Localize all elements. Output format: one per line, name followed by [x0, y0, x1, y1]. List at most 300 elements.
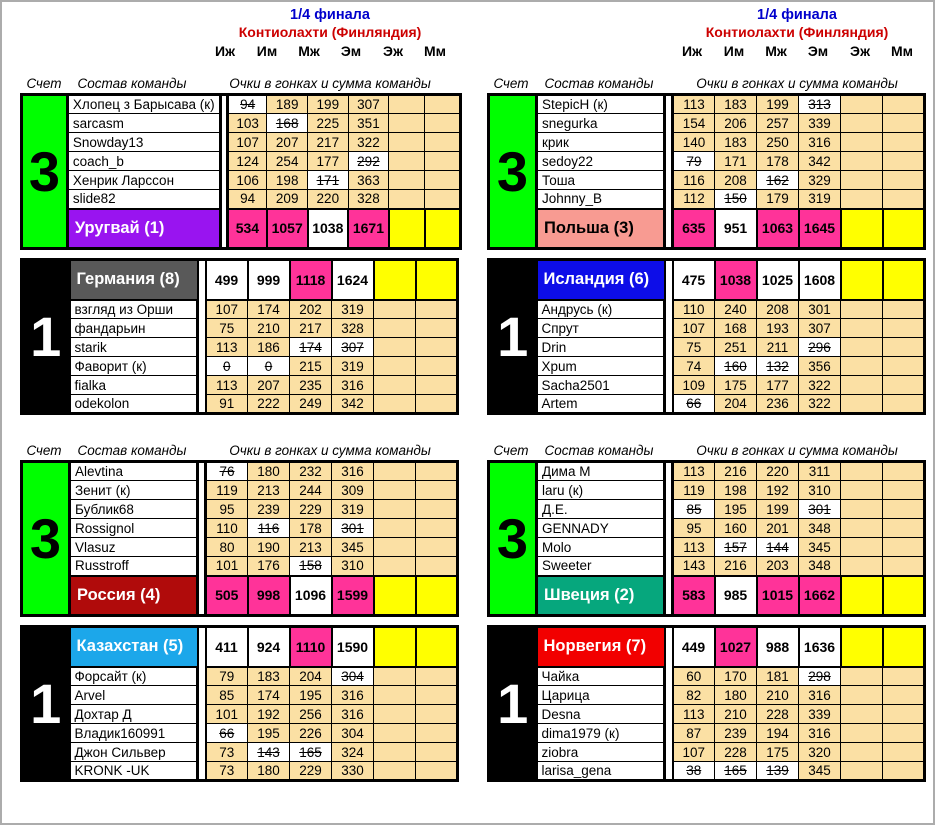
race-score-cell[interactable]: 216: [715, 557, 757, 576]
race-score-cell[interactable]: 345: [332, 538, 374, 557]
race-score-cell[interactable]: [389, 171, 425, 190]
race-score-cell[interactable]: 171: [308, 171, 349, 190]
race-score-cell[interactable]: 328: [348, 190, 389, 209]
race-score-cell[interactable]: 316: [799, 724, 841, 743]
race-score-cell[interactable]: 296: [799, 338, 841, 357]
race-score-cell[interactable]: [374, 557, 416, 576]
player-name-cell[interactable]: Snowday13: [67, 133, 220, 152]
race-score-cell[interactable]: 316: [332, 686, 374, 705]
player-name-cell[interactable]: взгляд из Орши: [70, 300, 198, 319]
race-score-cell[interactable]: 229: [290, 500, 332, 519]
race-score-cell[interactable]: [841, 171, 883, 190]
race-score-cell[interactable]: [374, 686, 416, 705]
race-score-cell[interactable]: 256: [290, 705, 332, 724]
race-score-cell[interactable]: 316: [799, 133, 841, 152]
pending-race-cell[interactable]: [416, 627, 458, 667]
race-score-cell[interactable]: 320: [799, 743, 841, 762]
team-total-cell[interactable]: 1645: [799, 209, 841, 249]
team-name-cell[interactable]: Россия (4): [70, 576, 198, 616]
race-score-cell[interactable]: 157: [715, 538, 757, 557]
race-score-cell[interactable]: 107: [673, 743, 715, 762]
player-name-cell[interactable]: laru (к): [537, 481, 665, 500]
player-name-cell[interactable]: фандарьин: [70, 319, 198, 338]
race-score-cell[interactable]: [374, 462, 416, 481]
player-name-cell[interactable]: Джон Сильвер: [70, 743, 198, 762]
race-score-cell[interactable]: [416, 538, 458, 557]
race-score-cell[interactable]: 170: [715, 667, 757, 686]
race-score-cell[interactable]: 0: [206, 357, 248, 376]
team-name-cell[interactable]: Исландия (6): [537, 260, 665, 300]
race-score-cell[interactable]: [883, 557, 925, 576]
pending-race-cell[interactable]: [841, 576, 883, 616]
race-score-cell[interactable]: [841, 500, 883, 519]
player-name-cell[interactable]: Xpum: [537, 357, 665, 376]
race-score-cell[interactable]: 110: [206, 519, 248, 538]
race-score-cell[interactable]: [883, 519, 925, 538]
race-score-cell[interactable]: 162: [757, 171, 799, 190]
race-score-cell[interactable]: 94: [227, 95, 267, 114]
race-score-cell[interactable]: 82: [673, 686, 715, 705]
race-score-cell[interactable]: [374, 500, 416, 519]
race-score-cell[interactable]: [883, 319, 925, 338]
pending-race-cell[interactable]: [416, 260, 458, 300]
race-score-cell[interactable]: [883, 705, 925, 724]
race-score-cell[interactable]: 319: [332, 300, 374, 319]
race-score-cell[interactable]: [374, 395, 416, 414]
race-score-cell[interactable]: 236: [757, 395, 799, 414]
race-score-cell[interactable]: 229: [290, 762, 332, 781]
race-score-cell[interactable]: [841, 376, 883, 395]
race-score-cell[interactable]: 208: [715, 171, 757, 190]
team-total-cell[interactable]: 924: [248, 627, 290, 667]
race-score-cell[interactable]: 140: [673, 133, 715, 152]
race-score-cell[interactable]: 158: [290, 557, 332, 576]
race-score-cell[interactable]: [416, 395, 458, 414]
pending-race-cell[interactable]: [883, 209, 925, 249]
race-score-cell[interactable]: [883, 133, 925, 152]
race-score-cell[interactable]: 249: [290, 395, 332, 414]
player-name-cell[interactable]: Desna: [537, 705, 665, 724]
race-score-cell[interactable]: 195: [248, 724, 290, 743]
race-score-cell[interactable]: 95: [673, 519, 715, 538]
race-score-cell[interactable]: [416, 705, 458, 724]
race-score-cell[interactable]: 220: [757, 462, 799, 481]
race-score-cell[interactable]: 154: [673, 114, 715, 133]
race-score-cell[interactable]: 316: [332, 376, 374, 395]
race-score-cell[interactable]: [416, 319, 458, 338]
team-total-cell[interactable]: 1027: [715, 627, 757, 667]
race-score-cell[interactable]: 106: [227, 171, 267, 190]
player-name-cell[interactable]: Бублик68: [70, 500, 198, 519]
team-total-cell[interactable]: 449: [673, 627, 715, 667]
race-score-cell[interactable]: 171: [715, 152, 757, 171]
race-score-cell[interactable]: [841, 190, 883, 209]
race-score-cell[interactable]: [841, 95, 883, 114]
race-score-cell[interactable]: 330: [332, 762, 374, 781]
race-score-cell[interactable]: 311: [799, 462, 841, 481]
race-score-cell[interactable]: [374, 705, 416, 724]
player-name-cell[interactable]: larisa_gena: [537, 762, 665, 781]
player-name-cell[interactable]: Чайка: [537, 667, 665, 686]
race-score-cell[interactable]: [416, 724, 458, 743]
race-score-cell[interactable]: 213: [248, 481, 290, 500]
race-score-cell[interactable]: 190: [248, 538, 290, 557]
race-score-cell[interactable]: 160: [715, 357, 757, 376]
player-name-cell[interactable]: slide82: [67, 190, 220, 209]
race-score-cell[interactable]: 199: [757, 95, 799, 114]
race-score-cell[interactable]: 211: [757, 338, 799, 357]
race-score-cell[interactable]: [841, 762, 883, 781]
player-name-cell[interactable]: Дима М: [537, 462, 665, 481]
race-score-cell[interactable]: 91: [206, 395, 248, 414]
player-name-cell[interactable]: Хлопец з Барысава (к): [67, 95, 220, 114]
race-score-cell[interactable]: [416, 338, 458, 357]
race-score-cell[interactable]: [841, 462, 883, 481]
race-score-cell[interactable]: 177: [308, 152, 349, 171]
race-score-cell[interactable]: [883, 462, 925, 481]
race-score-cell[interactable]: 119: [206, 481, 248, 500]
race-score-cell[interactable]: [425, 133, 461, 152]
match-score-cell[interactable]: 1: [489, 627, 537, 781]
player-name-cell[interactable]: крик: [537, 133, 665, 152]
race-score-cell[interactable]: 186: [248, 338, 290, 357]
race-score-cell[interactable]: 195: [715, 500, 757, 519]
team-total-cell[interactable]: 411: [206, 627, 248, 667]
race-score-cell[interactable]: 307: [799, 319, 841, 338]
player-name-cell[interactable]: odekolon: [70, 395, 198, 414]
team-name-cell[interactable]: Норвегия (7): [537, 627, 665, 667]
race-score-cell[interactable]: 74: [673, 357, 715, 376]
race-score-cell[interactable]: 79: [206, 667, 248, 686]
race-score-cell[interactable]: 204: [290, 667, 332, 686]
match-score-cell[interactable]: 1: [22, 627, 70, 781]
race-score-cell[interactable]: 198: [267, 171, 308, 190]
race-score-cell[interactable]: 143: [248, 743, 290, 762]
race-score-cell[interactable]: [841, 319, 883, 338]
race-score-cell[interactable]: [841, 133, 883, 152]
race-score-cell[interactable]: 208: [757, 300, 799, 319]
race-score-cell[interactable]: 95: [206, 500, 248, 519]
team-total-cell[interactable]: 583: [673, 576, 715, 616]
race-score-cell[interactable]: [416, 462, 458, 481]
race-score-cell[interactable]: 322: [348, 133, 389, 152]
team-total-cell[interactable]: 1025: [757, 260, 799, 300]
race-score-cell[interactable]: 329: [799, 171, 841, 190]
race-score-cell[interactable]: 180: [715, 686, 757, 705]
race-score-cell[interactable]: 179: [757, 190, 799, 209]
race-score-cell[interactable]: 301: [799, 500, 841, 519]
race-score-cell[interactable]: 206: [715, 114, 757, 133]
team-total-cell[interactable]: 1118: [290, 260, 332, 300]
race-score-cell[interactable]: 195: [290, 686, 332, 705]
team-total-cell[interactable]: 1599: [332, 576, 374, 616]
race-score-cell[interactable]: 113: [673, 538, 715, 557]
race-score-cell[interactable]: 176: [248, 557, 290, 576]
race-score-cell[interactable]: [416, 376, 458, 395]
race-score-cell[interactable]: 307: [348, 95, 389, 114]
race-score-cell[interactable]: 75: [673, 338, 715, 357]
race-score-cell[interactable]: 192: [757, 481, 799, 500]
race-score-cell[interactable]: 209: [267, 190, 308, 209]
race-score-cell[interactable]: 235: [290, 376, 332, 395]
race-score-cell[interactable]: 109: [673, 376, 715, 395]
race-score-cell[interactable]: 319: [332, 357, 374, 376]
race-score-cell[interactable]: [416, 519, 458, 538]
race-score-cell[interactable]: 180: [248, 762, 290, 781]
race-score-cell[interactable]: [841, 686, 883, 705]
race-score-cell[interactable]: 107: [206, 300, 248, 319]
race-score-cell[interactable]: 322: [799, 395, 841, 414]
race-score-cell[interactable]: 113: [206, 338, 248, 357]
player-name-cell[interactable]: Vlasuz: [70, 538, 198, 557]
match-score-cell[interactable]: 3: [489, 95, 537, 249]
race-score-cell[interactable]: 301: [799, 300, 841, 319]
pending-race-cell[interactable]: [841, 260, 883, 300]
pending-race-cell[interactable]: [883, 576, 925, 616]
race-score-cell[interactable]: 113: [673, 95, 715, 114]
team-name-cell[interactable]: Германия (8): [70, 260, 198, 300]
team-total-cell[interactable]: 999: [248, 260, 290, 300]
race-score-cell[interactable]: [425, 190, 461, 209]
race-score-cell[interactable]: 217: [290, 319, 332, 338]
race-score-cell[interactable]: [883, 152, 925, 171]
race-score-cell[interactable]: [374, 538, 416, 557]
race-score-cell[interactable]: 183: [715, 133, 757, 152]
player-name-cell[interactable]: KRONK -UK: [70, 762, 198, 781]
race-score-cell[interactable]: 110: [673, 300, 715, 319]
race-score-cell[interactable]: [374, 519, 416, 538]
race-score-cell[interactable]: [389, 114, 425, 133]
team-total-cell[interactable]: 1096: [290, 576, 332, 616]
match-score-cell[interactable]: 3: [22, 95, 68, 249]
race-score-cell[interactable]: 210: [248, 319, 290, 338]
player-name-cell[interactable]: Rossignol: [70, 519, 198, 538]
race-score-cell[interactable]: 316: [799, 686, 841, 705]
team-total-cell[interactable]: 1608: [799, 260, 841, 300]
pending-race-cell[interactable]: [425, 209, 461, 249]
race-score-cell[interactable]: 226: [290, 724, 332, 743]
race-score-cell[interactable]: [416, 357, 458, 376]
player-name-cell[interactable]: Андрусь (к): [537, 300, 665, 319]
player-name-cell[interactable]: Царица: [537, 686, 665, 705]
team-total-cell[interactable]: 1636: [799, 627, 841, 667]
race-score-cell[interactable]: 165: [715, 762, 757, 781]
race-score-cell[interactable]: [841, 667, 883, 686]
race-score-cell[interactable]: 316: [332, 462, 374, 481]
race-score-cell[interactable]: 199: [757, 500, 799, 519]
race-score-cell[interactable]: [883, 667, 925, 686]
race-score-cell[interactable]: 239: [248, 500, 290, 519]
player-name-cell[interactable]: dima1979 (к): [537, 724, 665, 743]
race-score-cell[interactable]: 319: [332, 500, 374, 519]
race-score-cell[interactable]: 139: [757, 762, 799, 781]
player-name-cell[interactable]: Arvel: [70, 686, 198, 705]
race-score-cell[interactable]: [883, 724, 925, 743]
player-name-cell[interactable]: Фаворит (к): [70, 357, 198, 376]
race-score-cell[interactable]: 222: [248, 395, 290, 414]
team-name-cell[interactable]: Швеция (2): [537, 576, 665, 616]
player-name-cell[interactable]: snegurka: [537, 114, 665, 133]
race-score-cell[interactable]: 175: [715, 376, 757, 395]
race-score-cell[interactable]: [374, 357, 416, 376]
race-score-cell[interactable]: 216: [715, 462, 757, 481]
race-score-cell[interactable]: 178: [290, 519, 332, 538]
race-score-cell[interactable]: [416, 743, 458, 762]
race-score-cell[interactable]: 215: [290, 357, 332, 376]
player-name-cell[interactable]: Тоша: [537, 171, 665, 190]
race-score-cell[interactable]: [883, 300, 925, 319]
player-name-cell[interactable]: Sweeter: [537, 557, 665, 576]
team-total-cell[interactable]: 985: [715, 576, 757, 616]
team-total-cell[interactable]: 998: [248, 576, 290, 616]
race-score-cell[interactable]: 193: [757, 319, 799, 338]
race-score-cell[interactable]: [416, 500, 458, 519]
team-total-cell[interactable]: 505: [206, 576, 248, 616]
race-score-cell[interactable]: 204: [715, 395, 757, 414]
race-score-cell[interactable]: [841, 114, 883, 133]
race-score-cell[interactable]: 356: [799, 357, 841, 376]
race-score-cell[interactable]: 217: [308, 133, 349, 152]
race-score-cell[interactable]: [883, 114, 925, 133]
race-score-cell[interactable]: [883, 762, 925, 781]
race-score-cell[interactable]: [841, 300, 883, 319]
race-score-cell[interactable]: 324: [332, 743, 374, 762]
race-score-cell[interactable]: [883, 743, 925, 762]
race-score-cell[interactable]: 75: [206, 319, 248, 338]
race-score-cell[interactable]: [841, 538, 883, 557]
race-score-cell[interactable]: [416, 686, 458, 705]
race-score-cell[interactable]: 174: [248, 300, 290, 319]
race-score-cell[interactable]: [883, 395, 925, 414]
race-score-cell[interactable]: 220: [308, 190, 349, 209]
race-score-cell[interactable]: [416, 557, 458, 576]
race-score-cell[interactable]: 239: [715, 724, 757, 743]
race-score-cell[interactable]: 203: [757, 557, 799, 576]
race-score-cell[interactable]: 160: [715, 519, 757, 538]
player-name-cell[interactable]: Sacha2501: [537, 376, 665, 395]
player-name-cell[interactable]: Зенит (к): [70, 481, 198, 500]
race-score-cell[interactable]: 38: [673, 762, 715, 781]
race-score-cell[interactable]: 310: [332, 557, 374, 576]
race-score-cell[interactable]: 60: [673, 667, 715, 686]
race-score-cell[interactable]: 143: [673, 557, 715, 576]
pending-race-cell[interactable]: [841, 209, 883, 249]
race-score-cell[interactable]: 124: [227, 152, 267, 171]
race-score-cell[interactable]: 207: [267, 133, 308, 152]
race-score-cell[interactable]: 339: [799, 705, 841, 724]
race-score-cell[interactable]: 101: [206, 705, 248, 724]
race-score-cell[interactable]: 73: [206, 743, 248, 762]
pending-race-cell[interactable]: [883, 260, 925, 300]
race-score-cell[interactable]: 107: [227, 133, 267, 152]
race-score-cell[interactable]: 339: [799, 114, 841, 133]
race-score-cell[interactable]: 298: [799, 667, 841, 686]
race-score-cell[interactable]: 309: [332, 481, 374, 500]
pending-race-cell[interactable]: [374, 627, 416, 667]
team-name-cell[interactable]: Казахстан (5): [70, 627, 198, 667]
match-score-cell[interactable]: 3: [489, 462, 537, 616]
team-total-cell[interactable]: 988: [757, 627, 799, 667]
race-score-cell[interactable]: 175: [757, 743, 799, 762]
player-name-cell[interactable]: Владик160991: [70, 724, 198, 743]
race-score-cell[interactable]: 342: [799, 152, 841, 171]
match-score-cell[interactable]: 1: [489, 260, 537, 414]
race-score-cell[interactable]: 345: [799, 762, 841, 781]
race-score-cell[interactable]: [374, 319, 416, 338]
race-score-cell[interactable]: [425, 114, 461, 133]
race-score-cell[interactable]: 76: [206, 462, 248, 481]
race-score-cell[interactable]: 112: [673, 190, 715, 209]
race-score-cell[interactable]: [841, 743, 883, 762]
player-name-cell[interactable]: sedoy22: [537, 152, 665, 171]
race-score-cell[interactable]: [883, 500, 925, 519]
match-score-cell[interactable]: 3: [22, 462, 70, 616]
race-score-cell[interactable]: 178: [757, 152, 799, 171]
race-score-cell[interactable]: 225: [308, 114, 349, 133]
race-score-cell[interactable]: 181: [757, 667, 799, 686]
race-score-cell[interactable]: [841, 357, 883, 376]
race-score-cell[interactable]: 144: [757, 538, 799, 557]
team-total-cell[interactable]: 475: [673, 260, 715, 300]
team-name-cell[interactable]: Польша (3): [537, 209, 665, 249]
race-score-cell[interactable]: 174: [290, 338, 332, 357]
player-name-cell[interactable]: Johnny_B: [537, 190, 665, 209]
race-score-cell[interactable]: 150: [715, 190, 757, 209]
race-score-cell[interactable]: 244: [290, 481, 332, 500]
race-score-cell[interactable]: 80: [206, 538, 248, 557]
race-score-cell[interactable]: [374, 300, 416, 319]
race-score-cell[interactable]: [374, 338, 416, 357]
race-score-cell[interactable]: 174: [248, 686, 290, 705]
race-score-cell[interactable]: [389, 95, 425, 114]
race-score-cell[interactable]: [425, 152, 461, 171]
race-score-cell[interactable]: 363: [348, 171, 389, 190]
team-total-cell[interactable]: 1015: [757, 576, 799, 616]
race-score-cell[interactable]: 189: [267, 95, 308, 114]
race-score-cell[interactable]: 228: [757, 705, 799, 724]
race-score-cell[interactable]: [374, 743, 416, 762]
race-score-cell[interactable]: 328: [332, 319, 374, 338]
race-score-cell[interactable]: 202: [290, 300, 332, 319]
race-score-cell[interactable]: 210: [757, 686, 799, 705]
race-score-cell[interactable]: [374, 762, 416, 781]
race-score-cell[interactable]: 213: [290, 538, 332, 557]
player-name-cell[interactable]: Alevtina: [70, 462, 198, 481]
player-name-cell[interactable]: Molo: [537, 538, 665, 557]
race-score-cell[interactable]: [374, 376, 416, 395]
pending-race-cell[interactable]: [374, 576, 416, 616]
race-score-cell[interactable]: [841, 557, 883, 576]
race-score-cell[interactable]: [425, 95, 461, 114]
race-score-cell[interactable]: 319: [799, 190, 841, 209]
race-score-cell[interactable]: 168: [267, 114, 308, 133]
race-score-cell[interactable]: 107: [673, 319, 715, 338]
race-score-cell[interactable]: [883, 190, 925, 209]
player-name-cell[interactable]: Artem: [537, 395, 665, 414]
race-score-cell[interactable]: [883, 686, 925, 705]
race-score-cell[interactable]: 165: [290, 743, 332, 762]
race-score-cell[interactable]: 87: [673, 724, 715, 743]
team-total-cell[interactable]: 534: [227, 209, 267, 249]
pending-race-cell[interactable]: [841, 627, 883, 667]
race-score-cell[interactable]: [389, 133, 425, 152]
race-score-cell[interactable]: [841, 395, 883, 414]
race-score-cell[interactable]: 250: [757, 133, 799, 152]
race-score-cell[interactable]: 116: [673, 171, 715, 190]
player-name-cell[interactable]: Спрут: [537, 319, 665, 338]
race-score-cell[interactable]: 194: [757, 724, 799, 743]
race-score-cell[interactable]: 201: [757, 519, 799, 538]
